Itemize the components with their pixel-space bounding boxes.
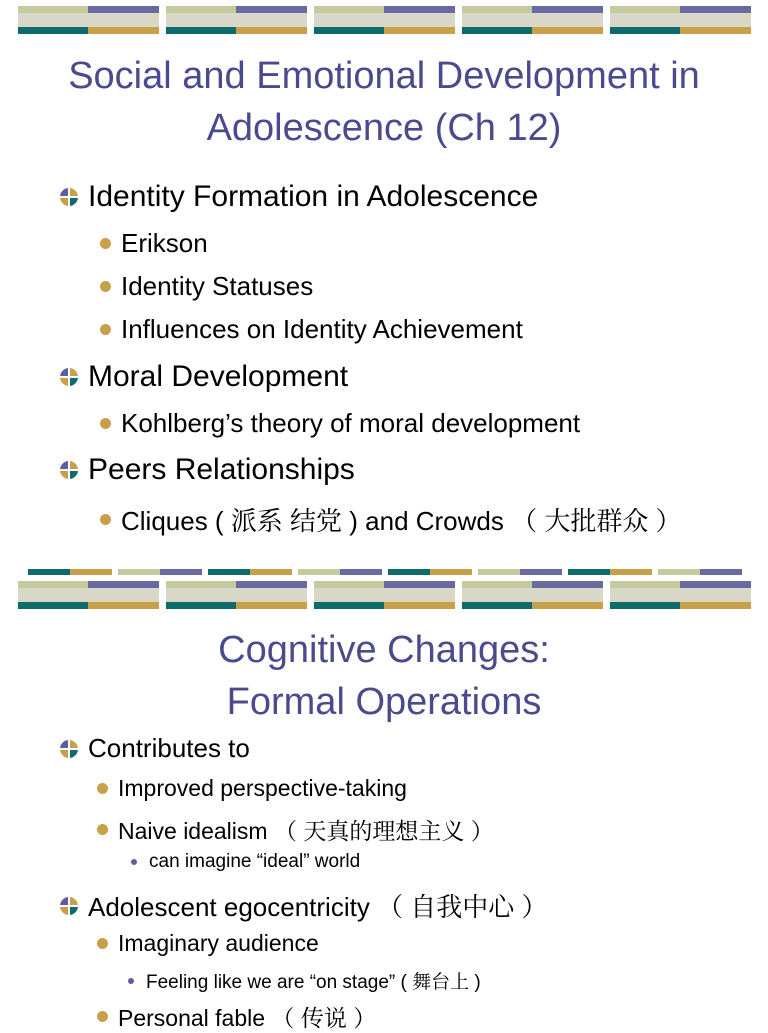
sub-bullet-text: Kohlberg’s theory of moral development (121, 408, 581, 438)
tick-block (298, 569, 382, 575)
sub-bullet-text: Naive idealism （ 天真的理想主义 ） (118, 818, 494, 844)
dot-bullet-icon (97, 938, 108, 949)
band-block (462, 6, 603, 34)
tick-block (118, 569, 202, 575)
slide1-sub-bullet (100, 271, 313, 302)
slide2-sub-bullet (97, 775, 407, 802)
dot-bullet-icon (97, 824, 108, 835)
sub-bullet-text: Influences on Identity Achievement (121, 314, 523, 344)
sub-bullet-text: Erikson (121, 228, 208, 258)
tick-block (388, 569, 472, 575)
tick-block (658, 569, 742, 575)
band-block (610, 581, 751, 609)
sub-bullet-text: Personal fable （ 传说 ） (118, 1005, 377, 1031)
dot-bullet-icon (100, 281, 111, 292)
slide1-sub-bullet (100, 314, 523, 345)
bullet-text: Peers Relationships (88, 453, 355, 486)
bullet-text: Moral Development (88, 360, 349, 393)
dot-bullet-icon (100, 418, 111, 429)
sub-bullet-text: Cliques ( 派系 结党 ) and Crowds （ 大批群众 ） (121, 506, 682, 536)
small-dot-bullet-icon (131, 859, 137, 865)
sub-bullet-text: Identity Statuses (121, 271, 314, 301)
band-block (610, 6, 751, 34)
dot-bullet-icon (100, 324, 111, 335)
slide2-bullet-2 (60, 887, 548, 924)
slide1-title-line1: Social and Emotional Development in (68, 55, 700, 97)
decorative-color-band-slide2 (18, 581, 751, 609)
quad-bullet-icon (60, 461, 78, 479)
sub-bullet-text: Improved perspective-taking (118, 775, 407, 801)
decorative-tick-band (28, 569, 742, 575)
slide1-bullet-2 (60, 360, 348, 394)
slide1-bullet-3 (60, 453, 355, 487)
slide2-title-line1: Cognitive Changes: (218, 629, 550, 671)
bullet-text: Identity Formation in Adolescence (88, 180, 539, 213)
slide1-sub-bullet (100, 228, 208, 259)
dot-bullet-icon (100, 514, 111, 525)
quad-bullet-icon (60, 740, 78, 758)
dot-bullet-icon (97, 783, 108, 794)
band-block (166, 581, 307, 609)
slide1-sub-bullet (100, 501, 682, 538)
tick-block (478, 569, 562, 575)
bullet-text: Adolescent egocentricity （ 自我中心 ） (88, 892, 548, 922)
slide1-title-line2: Adolescence (Ch 12) (206, 107, 562, 149)
sub-sub-bullet-text: Feeling like we are “on stage” ( 舞台上 ) (146, 972, 481, 993)
sub-sub-bullet-text: can imagine “ideal” world (149, 851, 361, 872)
band-block (314, 6, 455, 34)
slide2-sub-bullet (97, 1000, 376, 1033)
band-block (314, 581, 455, 609)
slide2-title (0, 624, 768, 728)
slide2-sub-sub-bullet (128, 967, 481, 994)
quad-bullet-icon (60, 897, 78, 915)
tick-block (208, 569, 292, 575)
band-block (166, 6, 307, 34)
quad-bullet-icon (60, 368, 78, 386)
dot-bullet-icon (100, 238, 111, 249)
small-dot-bullet-icon (128, 978, 134, 984)
band-block (18, 581, 159, 609)
slide1-title (0, 50, 768, 154)
dot-bullet-icon (97, 1011, 108, 1022)
bullet-text: Contributes to (88, 733, 250, 763)
slide2-sub-sub-bullet (131, 851, 360, 873)
tick-block (28, 569, 112, 575)
decorative-color-band-top (18, 6, 751, 34)
band-block (462, 581, 603, 609)
sub-bullet-text: Imaginary audience (118, 930, 319, 956)
quad-bullet-icon (60, 188, 78, 206)
tick-block (568, 569, 652, 575)
slide2-title-line2: Formal Operations (226, 681, 542, 723)
slide2-sub-bullet (97, 930, 319, 957)
slide2-bullet-1 (60, 733, 250, 764)
slide1-bullet-1 (60, 180, 538, 214)
slide1-sub-bullet (100, 408, 580, 439)
slide2-sub-bullet (97, 813, 494, 846)
band-block (18, 6, 159, 34)
